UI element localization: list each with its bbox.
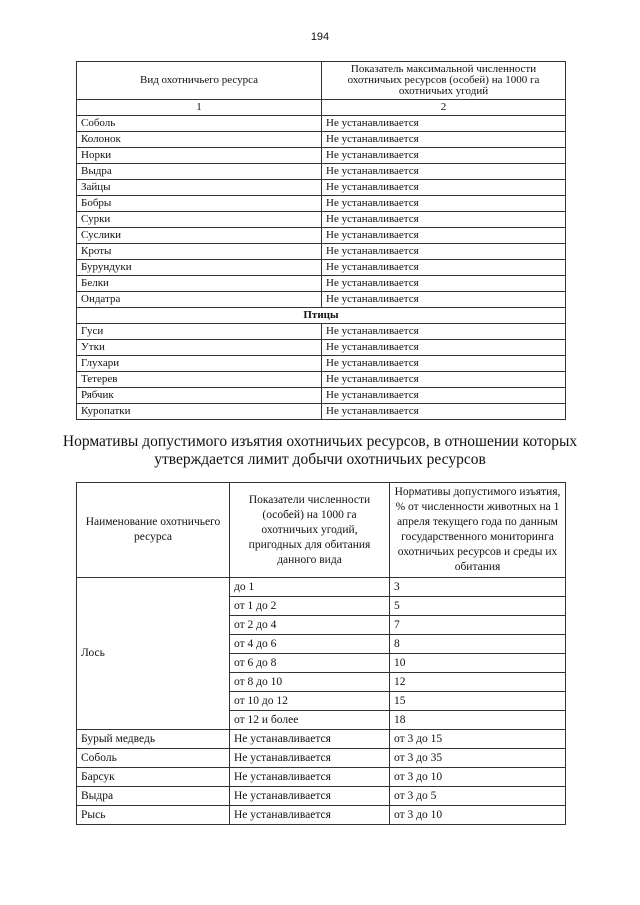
table-row <box>77 276 566 292</box>
population-index-cell: от 12 и более <box>230 711 390 730</box>
population-index-cell: Не устанавливается <box>230 787 390 806</box>
header-resource-name: Наименование охотничьего ресурса <box>77 483 230 578</box>
table-row <box>77 749 566 768</box>
column-number: 1 <box>77 100 322 116</box>
population-index-cell: Не устанавливается <box>230 749 390 768</box>
harvest-norm-cell: от 3 до 35 <box>390 749 566 768</box>
table-row <box>77 578 566 597</box>
resource-name-cell: Зайцы <box>77 180 322 196</box>
harvest-norm-cell: от 3 до 10 <box>390 806 566 825</box>
table-row <box>77 356 566 372</box>
table-row <box>77 212 566 228</box>
table-row <box>77 340 566 356</box>
resource-name-cell: Бурундуки <box>77 260 322 276</box>
resource-name-cell: Колонок <box>77 132 322 148</box>
table-row <box>77 292 566 308</box>
max-population-cell: Не устанавливается <box>322 132 566 148</box>
table-row <box>77 730 566 749</box>
resource-name-cell: Кроты <box>77 244 322 260</box>
population-index-cell: Не устанавливается <box>230 730 390 749</box>
max-population-cell: Не устанавливается <box>322 164 566 180</box>
harvest-norm-cell: 15 <box>390 692 566 711</box>
population-index-cell: до 1 <box>230 578 390 597</box>
page-number: 194 <box>310 31 330 43</box>
table-row <box>77 132 566 148</box>
harvest-norm-cell: от 3 до 15 <box>390 730 566 749</box>
max-population-cell: Не устанавливается <box>322 356 566 372</box>
subheading-row <box>77 308 566 324</box>
population-index-cell: от 8 до 10 <box>230 673 390 692</box>
table-header-row <box>77 483 566 578</box>
population-index-cell: от 4 до 6 <box>230 635 390 654</box>
birds-subheading: Птицы <box>77 308 566 324</box>
resource-name-cell: Тетерев <box>77 372 322 388</box>
resource-name-cell: Сурки <box>77 212 322 228</box>
max-population-cell: Не устанавливается <box>322 388 566 404</box>
harvest-norm-cell: 18 <box>390 711 566 730</box>
table-row <box>77 806 566 825</box>
max-population-cell: Не устанавливается <box>322 404 566 420</box>
table-row <box>77 116 566 132</box>
resource-name-cell: Выдра <box>77 787 230 806</box>
max-population-cell: Не устанавливается <box>322 340 566 356</box>
header-population-index: Показатели численности (особей) на 1000 га охотничьих угодий, пригодных для обитания данного вида <box>230 483 390 578</box>
resource-name-cell: Гуси <box>77 324 322 340</box>
harvest-norm-cell: 3 <box>390 578 566 597</box>
max-population-cell: Не устанавливается <box>322 148 566 164</box>
population-index-cell: от 10 до 12 <box>230 692 390 711</box>
resource-name-cell: Лось <box>77 578 230 730</box>
resource-name-cell: Бобры <box>77 196 322 212</box>
resource-name-cell: Барсук <box>77 768 230 787</box>
table-row <box>77 180 566 196</box>
population-index-cell: Не устанавливается <box>230 768 390 787</box>
table-header-row <box>77 62 566 100</box>
column-number: 2 <box>322 100 566 116</box>
resource-name-cell: Бурый медведь <box>77 730 230 749</box>
table-row <box>77 228 566 244</box>
population-index-cell: от 6 до 8 <box>230 654 390 673</box>
table-row <box>77 404 566 420</box>
population-index-cell: Не устанавливается <box>230 806 390 825</box>
harvest-norm-cell: от 3 до 10 <box>390 768 566 787</box>
table-row <box>77 244 566 260</box>
table-row <box>77 164 566 180</box>
table-row <box>77 324 566 340</box>
max-population-cell: Не устанавливается <box>322 324 566 340</box>
population-index-cell: от 2 до 4 <box>230 616 390 635</box>
max-population-cell: Не устанавливается <box>322 180 566 196</box>
resource-name-cell: Соболь <box>77 749 230 768</box>
harvest-norm-cell: от 3 до 5 <box>390 787 566 806</box>
harvest-norms-table <box>76 482 566 825</box>
resource-name-cell: Выдра <box>77 164 322 180</box>
max-population-cell: Не устанавливается <box>322 372 566 388</box>
max-population-cell: Не устанавливается <box>322 292 566 308</box>
resource-name-cell: Рябчик <box>77 388 322 404</box>
max-population-cell: Не устанавливается <box>322 276 566 292</box>
table-row <box>77 148 566 164</box>
table-row <box>77 196 566 212</box>
max-population-cell: Не устанавливается <box>322 196 566 212</box>
harvest-norm-cell: 12 <box>390 673 566 692</box>
table-row <box>77 372 566 388</box>
header-max-population: Показатель максимальной численности охотничьих ресурсов (особей) на 1000 га охотничьих угодий <box>322 62 566 100</box>
max-population-cell: Не устанавливается <box>322 260 566 276</box>
header-harvest-norm: Нормативы допустимого изъятия, % от численности животных на 1 апреля текущего года по данным государственного мониторинга охотничьих ресурсов и среды их обитания <box>390 483 566 578</box>
harvest-norm-cell: 10 <box>390 654 566 673</box>
table-row <box>77 787 566 806</box>
resource-name-cell: Куропатки <box>77 404 322 420</box>
population-index-cell: от 1 до 2 <box>230 597 390 616</box>
header-resource-type: Вид охотничьего ресурса <box>77 62 322 100</box>
column-number-row <box>77 100 566 116</box>
table-row <box>77 260 566 276</box>
resource-name-cell: Рысь <box>77 806 230 825</box>
resource-name-cell: Глухари <box>77 356 322 372</box>
resource-name-cell: Ондатра <box>77 292 322 308</box>
resource-name-cell: Суслики <box>77 228 322 244</box>
max-population-cell: Не устанавливается <box>322 116 566 132</box>
max-population-table <box>76 61 566 420</box>
section-heading: Нормативы допустимого изъятия охотничьих ресурсов, в отношении которых утверждается лимит добычи охотничьих ресурсов <box>62 433 578 468</box>
max-population-cell: Не устанавливается <box>322 244 566 260</box>
harvest-norm-cell: 8 <box>390 635 566 654</box>
table-row <box>77 768 566 787</box>
resource-name-cell: Норки <box>77 148 322 164</box>
table-row <box>77 388 566 404</box>
harvest-norm-cell: 7 <box>390 616 566 635</box>
harvest-norm-cell: 5 <box>390 597 566 616</box>
max-population-cell: Не устанавливается <box>322 228 566 244</box>
resource-name-cell: Утки <box>77 340 322 356</box>
resource-name-cell: Белки <box>77 276 322 292</box>
max-population-cell: Не устанавливается <box>322 212 566 228</box>
resource-name-cell: Соболь <box>77 116 322 132</box>
